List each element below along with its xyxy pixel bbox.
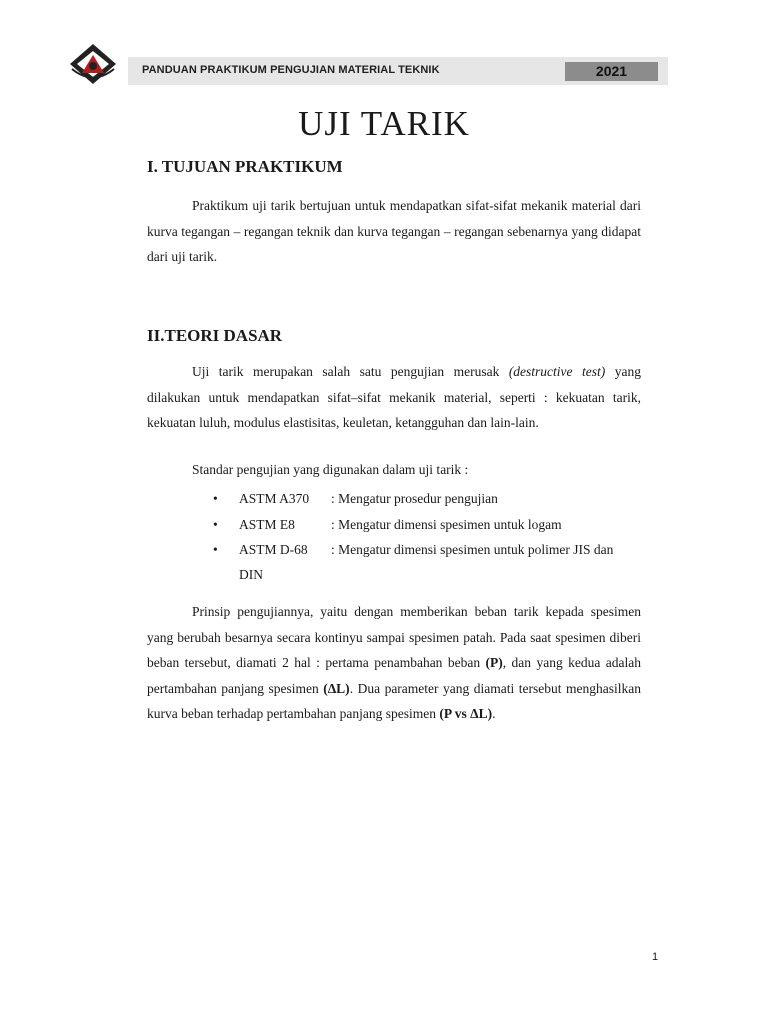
- page-number: 1: [652, 951, 659, 963]
- symbol-load: (P): [485, 655, 503, 670]
- section-teori-paragraph-1: [147, 359, 641, 436]
- section-heading-teori: II.TEORI DASAR: [147, 326, 283, 345]
- header-bar: [128, 57, 668, 85]
- paragraph-italic-term: (destructive test): [508, 364, 606, 379]
- document-title: UJI TARIK: [298, 104, 470, 143]
- standard-description: : Mengatur prosedur pengujian: [331, 491, 498, 506]
- section-tujuan-paragraph: [147, 193, 641, 270]
- bullet-icon: •: [213, 491, 218, 506]
- standards-intro: Standar pengujian yang digunakan dalam uji tarik :: [192, 462, 469, 477]
- bullet-icon: •: [213, 516, 218, 532]
- symbol-curve: (P vs ΔL): [439, 706, 493, 721]
- standard-description: : Mengatur dimensi spesimen untuk logam: [331, 516, 562, 532]
- institution-logo: [68, 42, 118, 86]
- paragraph-text: Prinsip pengujiannya, yaitu dengan memberikan beban tarik kepada spesimen yang berubah besarnya secara kontinyu sampai spesimen patah. Pada saat spesimen diberi beban tersebut, diamati 2 hal : pertama penambahan beban: [147, 604, 641, 670]
- standard-code: ASTM D-68: [239, 542, 308, 557]
- list-item: [147, 537, 662, 563]
- list-item: [147, 486, 662, 512]
- section-heading-tujuan: I. TUJUAN PRAKTIKUM: [147, 157, 343, 176]
- header-title: PANDUAN PRAKTIKUM PENGUJIAN MATERIAL TEKNIK: [142, 64, 440, 76]
- paragraph-text: yang dilakukan untuk mendapatkan sifat–sifat mekanik material, seperti : kekuatan tarik, kekuatan luluh, modulus elastisitas, keuletan, ketangguhan dan lain-lain.: [147, 364, 641, 430]
- section-teori-paragraph-2: [147, 599, 641, 727]
- paragraph-text: Praktikum uji tarik bertujuan untuk mendapatkan sifat-sifat mekanik material dari kurva tegangan – regangan teknik dan kurva tegangan – regangan sebenarnya yang didapat dari uji tarik.: [147, 198, 641, 264]
- bullet-icon: •: [213, 542, 218, 557]
- standard-description-continuation: DIN: [239, 567, 263, 582]
- paragraph-text: , dan yang kedua adalah pertambahan panjang spesimen: [147, 655, 642, 696]
- standards-list: [147, 486, 662, 582]
- symbol-elongation: (ΔL): [323, 680, 350, 696]
- list-item: [147, 512, 662, 538]
- header-year: 2021: [565, 62, 658, 81]
- standard-description: : Mengatur dimensi spesimen untuk polimer JIS dan: [331, 542, 614, 557]
- standard-code: ASTM E8: [239, 516, 295, 532]
- paragraph-text: . Dua parameter yang diamati tersebut menghasilkan kurva beban terhadap pertambahan panjang spesimen: [147, 680, 641, 721]
- paragraph-text: .: [492, 706, 496, 721]
- paragraph-text: Uji tarik merupakan salah satu pengujian merusak: [192, 364, 509, 379]
- standard-code: ASTM A370: [239, 491, 310, 506]
